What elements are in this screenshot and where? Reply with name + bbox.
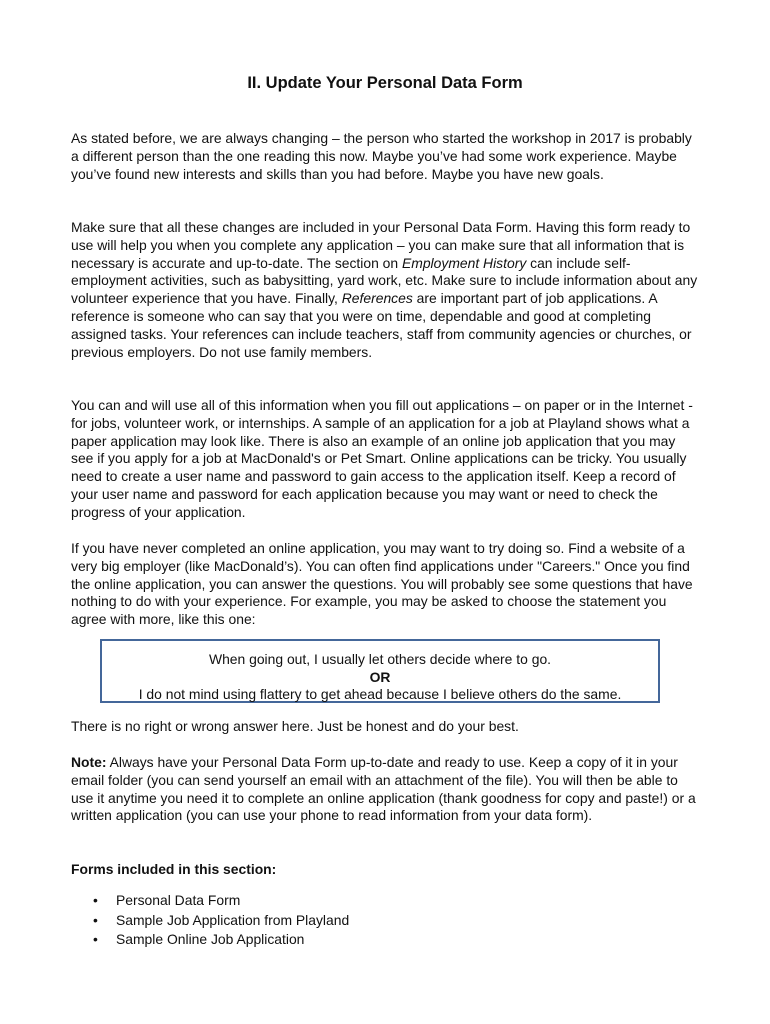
references-term: References [341, 290, 413, 307]
statement-option-2: I do not mind using flattery to get ahead because I believe others do the same. [138, 686, 622, 702]
bullet-icon: • [93, 931, 98, 947]
paragraph-changes-text-c: are important part of job applications. A reference is someone who can say that you were on time, dependable and good at completing assigned tasks. Your references can include teachers, staff from community agencies or churches, or previous employers. Do not use family members. [71, 290, 692, 360]
paragraph-applications: You can and will use all of this information when you fill out applications – on paper or in the Internet - for jobs, volunteer work, or internships. A sample of an application for a job at Playland shows what a paper application may look like. There is also an example of an online job application that you may see if you apply for a job at MacDonald's or Pet Smart. Online applications can be tricky. You usually need to create a user name and password to gain access to the application itself. Keep a record of your user name and password for each application because you may want or need to check the progress of your application. [71, 397, 693, 520]
forms-heading: Forms included in this section: [71, 861, 277, 877]
paragraph-intro: As stated before, we are always changing – the person who started the workshop in 2017 is probably a different person than the one reading this now. Maybe you’ve had some work experience. Maybe you’ve found new interests and skills than you had before. Maybe you have new goals. [71, 130, 692, 182]
forms-list [71, 891, 349, 950]
statement-option-1: When going out, I usually let others decide where to go. [208, 651, 552, 667]
bullet-icon: • [93, 892, 98, 908]
paragraph-changes [71, 219, 701, 361]
note-text: Always have your Personal Data Form up-to-date and ready to use. Keep a copy of it in your email folder (you can send yourself an email with an attachment of the file). You will then be able to use it anytime you need it to complete an online application (thank goodness for copy and paste!) or a written application (you can use your phone to read information from your data form). [71, 754, 696, 824]
note-label: Note: [71, 754, 107, 770]
paragraph-online-application: If you have never completed an online application, you may want to try doing so. Find a website of a very big employer (like MacDonald’s). You can often find applications under "Careers." Once you find the online application, you can answer the questions. You will probably see some questions that have nothing to do with your experience. For example, you may be asked to choose the statement you agree with more, like this one: [71, 540, 693, 628]
paragraph-note [71, 754, 701, 825]
employment-history-term: Employment History [402, 254, 527, 271]
list-item [71, 930, 349, 950]
form-name: Sample Online Job Application [116, 931, 305, 947]
form-name: Sample Job Application from Playland [116, 911, 350, 928]
paragraph-changes-text-a: Make sure that all these changes are included in your Personal Data Form. Having this form ready to use will help you when you complete any application – you can make sure that all information that is necessary is accurate and up-to-date. The section on [71, 219, 691, 271]
form-name: Personal Data Form [116, 892, 241, 908]
paragraph-changes-text-b: can include self-employment activities, such as babysitting, yard work, etc. Make sure to include information about any volunteer experience that you have. Finally, [71, 254, 698, 307]
page-title: II. Update Your Personal Data Form [247, 74, 523, 92]
list-item [71, 911, 349, 931]
statement-or: OR [369, 668, 391, 685]
list-item [71, 891, 349, 911]
example-statement-box [100, 639, 660, 703]
bullet-icon: • [93, 911, 98, 928]
paragraph-honest: There is no right or wrong answer here. Just be honest and do your best. [71, 718, 519, 734]
